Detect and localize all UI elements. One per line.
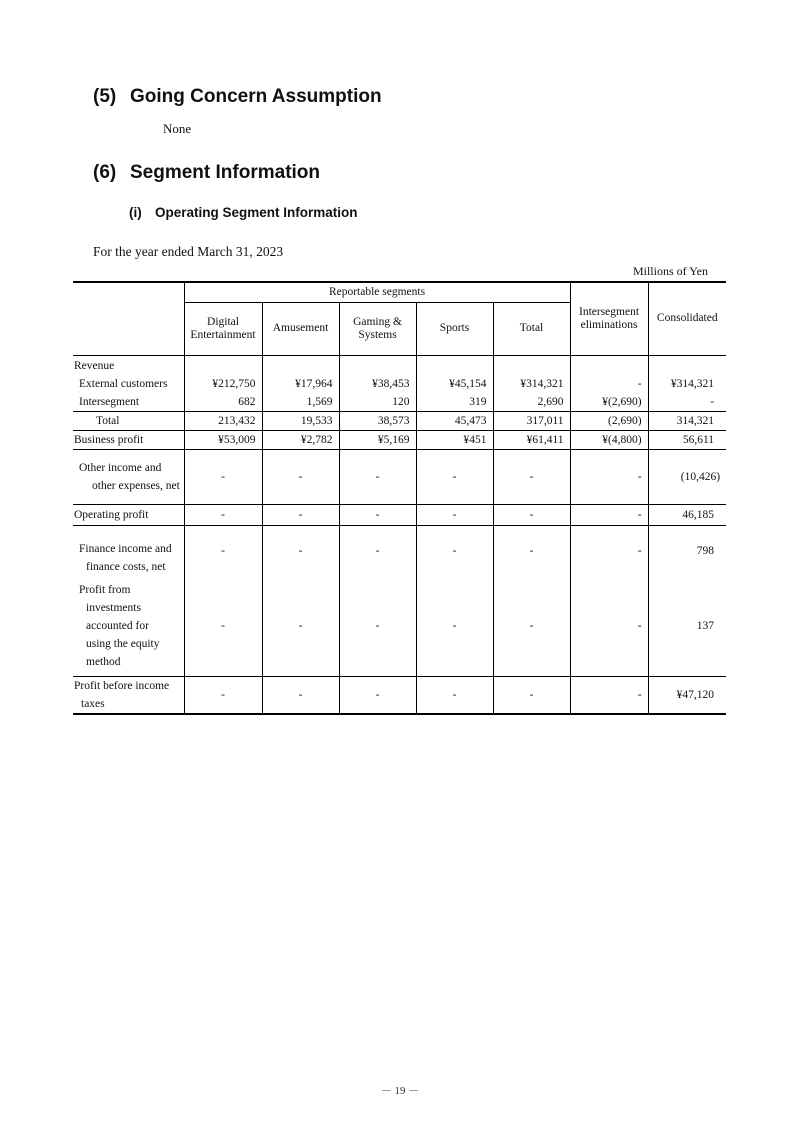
row-label-line: finance costs, net	[86, 560, 166, 573]
row-label-line: Finance income and	[79, 542, 172, 555]
cell-sports: -	[416, 677, 493, 715]
header-gaming-systems	[339, 302, 416, 355]
cell-intersegment: -	[570, 576, 648, 677]
segment-table	[73, 281, 726, 715]
table-row	[73, 375, 726, 393]
cell-sports: -	[416, 505, 493, 526]
row-label-line: method	[86, 655, 121, 668]
cell-digital: -	[184, 526, 262, 576]
table-row-revenue	[73, 355, 726, 375]
cell-digital: 213,432	[184, 412, 262, 431]
row-label	[73, 677, 184, 715]
section-number: (6)	[93, 162, 117, 183]
cell-gaming: -	[339, 450, 416, 505]
row-label-line: investments	[86, 601, 141, 614]
header-line: Gaming &	[353, 315, 402, 328]
cell-digital: -	[184, 576, 262, 677]
row-label-line: other expenses, net	[92, 480, 180, 492]
row-label	[73, 576, 184, 677]
cell-amusement: ¥2,782	[262, 431, 339, 450]
cell-amusement: -	[262, 450, 339, 505]
row-label: External customers	[79, 378, 168, 390]
cell-total: 2,690	[493, 393, 570, 412]
header-line: Systems	[358, 328, 397, 341]
table-row	[73, 526, 726, 576]
cell-gaming: 120	[339, 393, 416, 412]
cell-intersegment: (2,690)	[570, 412, 648, 431]
table-row	[73, 505, 726, 526]
table-row	[73, 393, 726, 412]
cell-sports: -	[416, 576, 493, 677]
cell-digital: ¥53,009	[184, 431, 262, 450]
cell-digital: -	[184, 677, 262, 715]
cell-amusement: -	[262, 677, 339, 715]
table-row	[73, 576, 726, 677]
row-label	[73, 450, 184, 505]
row-label	[73, 526, 184, 576]
row-label-line: using the equity	[86, 637, 160, 650]
section-heading-segment-information	[93, 162, 320, 184]
cell-intersegment: -	[570, 505, 648, 526]
cell-total: -	[493, 677, 570, 715]
cell-gaming: ¥5,169	[339, 431, 416, 450]
cell-sports: ¥451	[416, 431, 493, 450]
cell-amusement: 1,569	[262, 393, 339, 412]
header-line: Digital	[207, 315, 239, 328]
cell-intersegment: -	[570, 450, 648, 505]
cell-gaming: -	[339, 505, 416, 526]
cell-digital: 682	[184, 393, 262, 412]
cell-amusement: ¥17,964	[262, 375, 339, 393]
row-label: Operating profit	[73, 505, 184, 526]
cell-consolidated: 137	[648, 576, 726, 677]
cell-amusement: -	[262, 526, 339, 576]
header-blank-cell	[73, 282, 184, 355]
cell-total: ¥314,321	[493, 375, 570, 393]
cell-consolidated: 56,611	[648, 431, 726, 450]
section-heading-going-concern	[93, 86, 382, 108]
section-title: Going Concern Assumption	[130, 86, 382, 107]
row-label-line: Profit from	[79, 583, 131, 596]
cell-intersegment: ¥(2,690)	[570, 393, 648, 412]
cell-gaming: 38,573	[339, 412, 416, 431]
cell-intersegment: -	[570, 677, 648, 715]
cell-consolidated: ¥314,321	[648, 375, 726, 393]
header-intersegment	[570, 282, 648, 355]
row-label-line: taxes	[81, 698, 105, 710]
header-line: eliminations	[580, 318, 638, 331]
going-concern-body: None	[163, 121, 192, 136]
row-label-line: Other income and	[79, 462, 162, 474]
cell-consolidated: 798	[648, 526, 726, 576]
cell-total: -	[493, 576, 570, 677]
cell-total: -	[493, 505, 570, 526]
header-amusement: Amusement	[262, 302, 339, 355]
cell-consolidated: ¥47,120	[648, 677, 726, 715]
cell-sports: -	[416, 526, 493, 576]
cell-gaming: -	[339, 677, 416, 715]
header-consolidated: Consolidated	[648, 282, 726, 355]
table-row	[73, 450, 726, 505]
table-row	[73, 431, 726, 450]
cell-amusement: -	[262, 576, 339, 677]
subsection-title: Operating Segment Information	[155, 205, 358, 220]
table-row	[73, 412, 726, 431]
cell-sports: ¥45,154	[416, 375, 493, 393]
cell-amusement: -	[262, 505, 339, 526]
header-line: Entertainment	[190, 328, 256, 341]
section-title: Segment Information	[130, 162, 321, 183]
row-label-line: accounted for	[86, 619, 149, 632]
cell-intersegment: -	[570, 375, 648, 393]
row-label: Business profit	[73, 431, 184, 450]
header-total: Total	[493, 302, 570, 355]
cell-consolidated: 46,185	[648, 505, 726, 526]
cell-gaming: -	[339, 526, 416, 576]
cell-sports: 45,473	[416, 412, 493, 431]
page-number: － 19 －	[380, 1085, 420, 1097]
cell-total: ¥61,411	[493, 431, 570, 450]
unit-label: Millions of Yen	[632, 264, 708, 278]
cell-digital: ¥212,750	[184, 375, 262, 393]
row-label: Total	[73, 412, 184, 431]
cell-intersegment: ¥(4,800)	[570, 431, 648, 450]
period-label: For the year ended March 31, 2023	[93, 244, 284, 259]
header-digital-entertainment	[184, 302, 262, 355]
cell-intersegment: -	[570, 526, 648, 576]
cell-amusement: 19,533	[262, 412, 339, 431]
cell-total: 317,011	[493, 412, 570, 431]
cell-digital: -	[184, 450, 262, 505]
cell-consolidated: 314,321	[648, 412, 726, 431]
cell-sports: 319	[416, 393, 493, 412]
header-reportable-segments: Reportable segments	[184, 282, 570, 302]
cell-sports: -	[416, 450, 493, 505]
table-row	[73, 677, 726, 715]
cell-gaming: ¥38,453	[339, 375, 416, 393]
cell-consolidated: -	[648, 393, 726, 412]
cell-total: -	[493, 450, 570, 505]
table-header-row	[73, 282, 726, 302]
row-label-line: Profit before income	[74, 680, 170, 692]
header-sports: Sports	[416, 302, 493, 355]
header-line: Intersegment	[579, 305, 640, 318]
section-number: (5)	[93, 86, 117, 107]
row-label: Revenue	[74, 360, 115, 372]
subsection-number: (i)	[129, 205, 142, 220]
cell-digital: -	[184, 505, 262, 526]
subsection-heading-operating-segment	[129, 205, 358, 220]
cell-consolidated: (10,426)	[648, 450, 726, 505]
cell-gaming: -	[339, 576, 416, 677]
row-label: Intersegment	[73, 393, 184, 412]
cell-total: -	[493, 526, 570, 576]
